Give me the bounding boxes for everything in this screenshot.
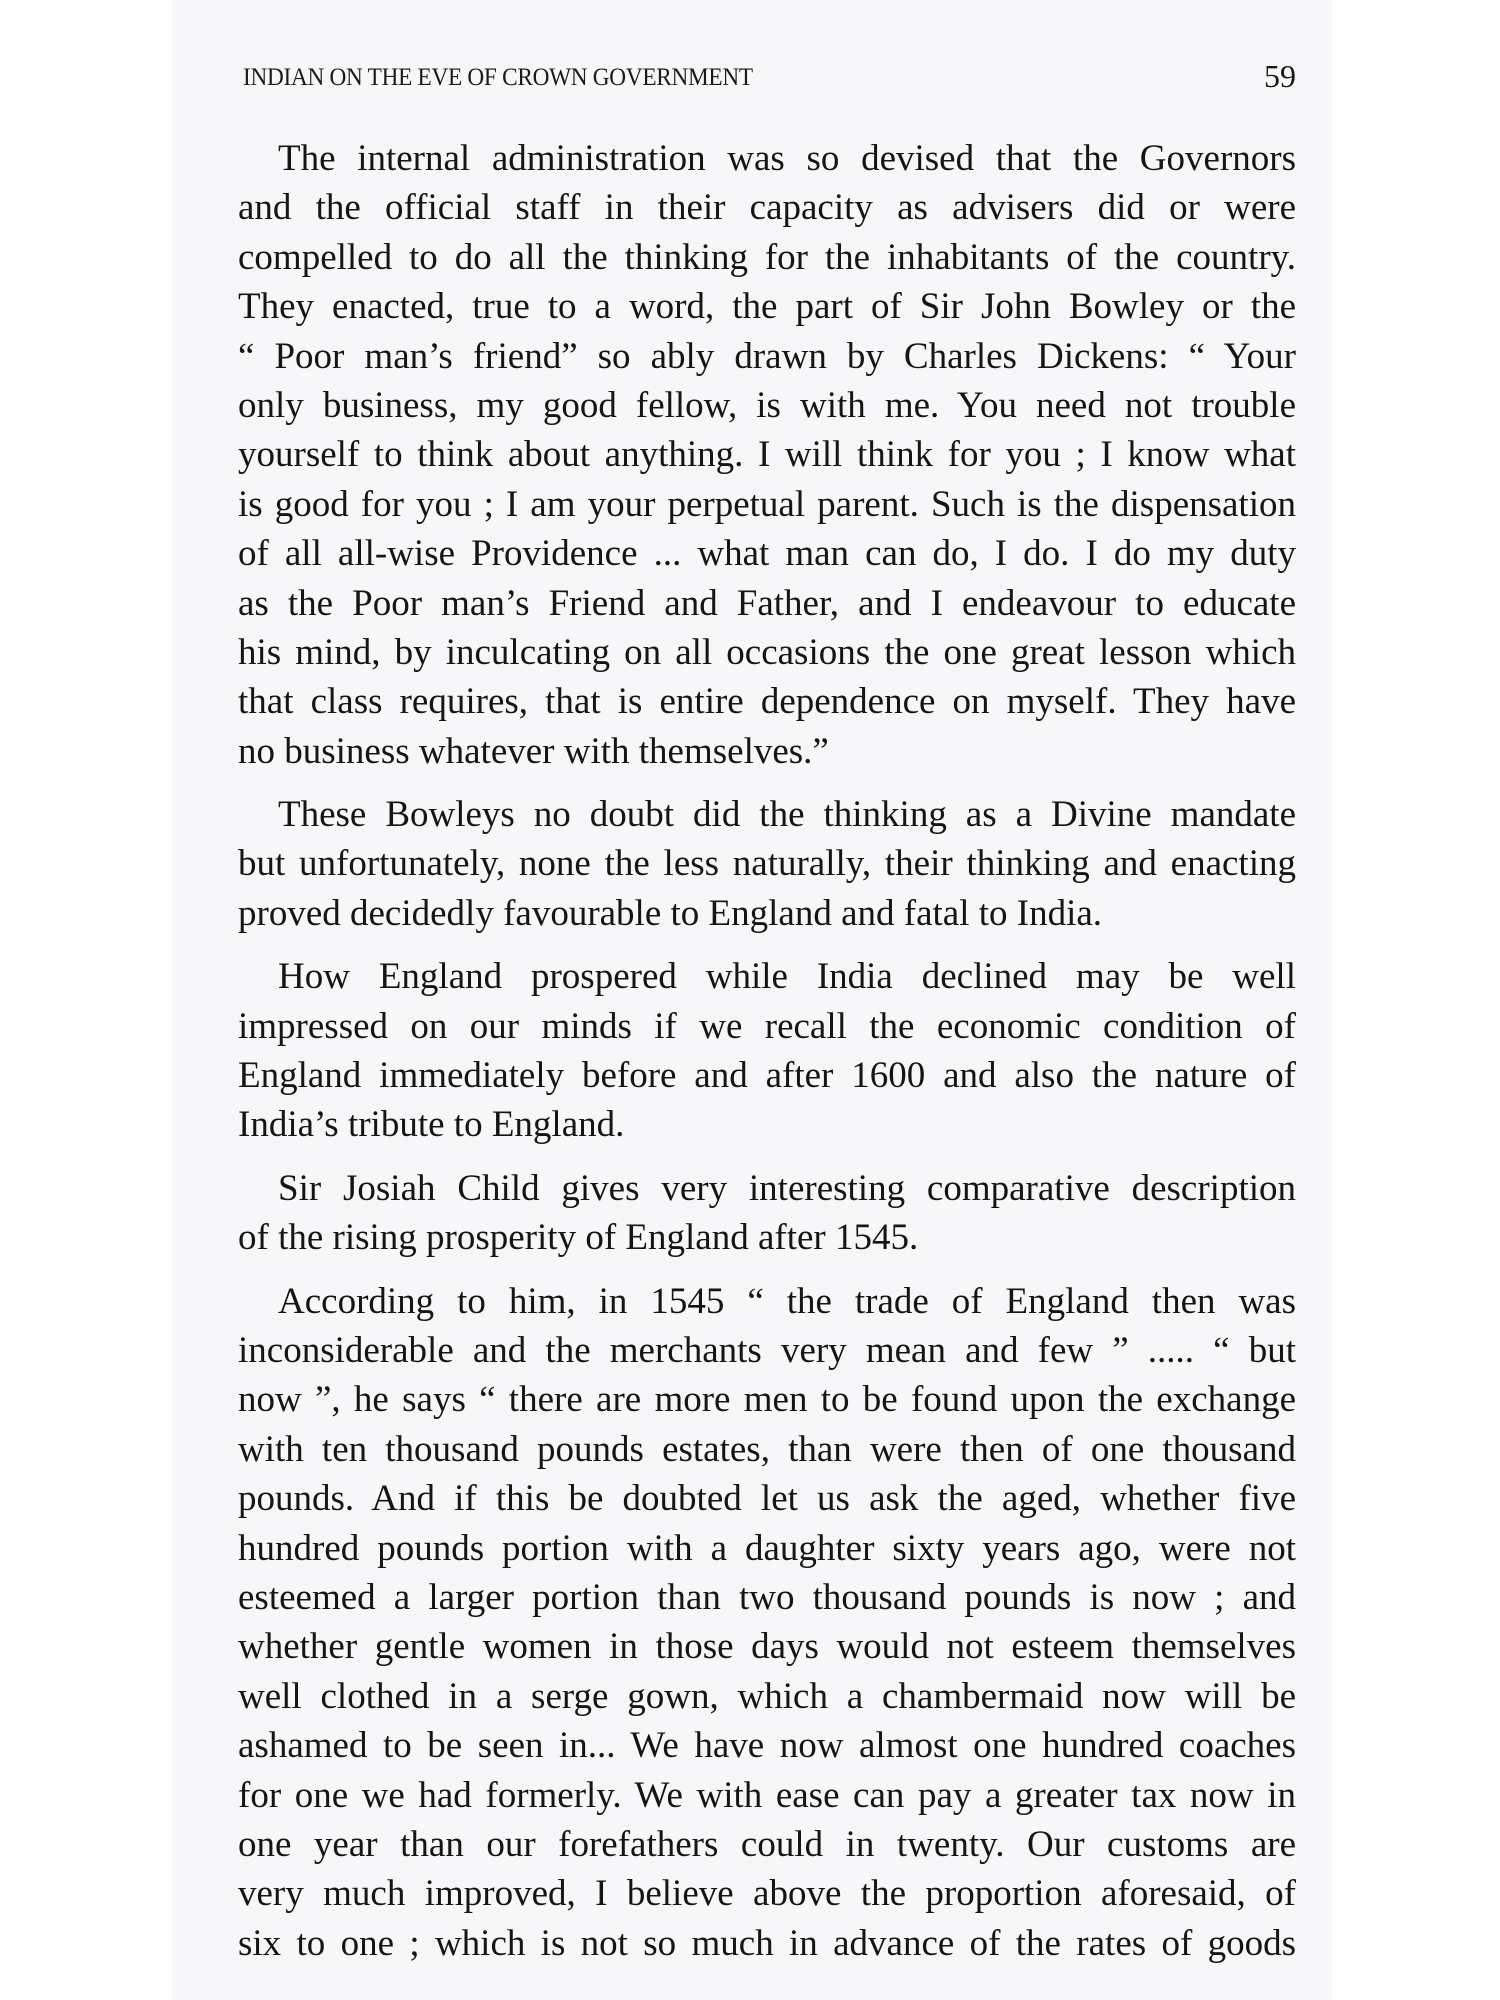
text-line: How England prospered while India declined may be well	[278, 956, 1296, 998]
paragraph	[238, 1277, 1296, 1968]
text-line: of the rising prosperity of England after 1545.	[238, 1217, 919, 1259]
text-line: is good for you ; I am your perpetual parent. Such is the dispensation	[238, 483, 1296, 525]
text-line: They enacted, true to a word, the part of Sir John Bowley or the	[238, 286, 1296, 328]
text-line: with ten thousand pounds estates, than were then of one thousand	[238, 1428, 1296, 1470]
text-line: six to one ; which is not so much in advance of the rates of goods	[238, 1922, 1296, 1964]
text-line: as the Poor man’s Friend and Father, and I endeavour to educate	[238, 582, 1296, 624]
text-line: The internal administration was so devised that the Governors	[278, 138, 1296, 179]
text-line: inconsiderable and the merchants very mean and few ” ..... “ but	[238, 1329, 1296, 1371]
text-line: Sir Josiah Child gives very interesting comparative description	[278, 1167, 1296, 1209]
text-line: “ Poor man’s friend” so ably drawn by Charles Dickens: “ Your	[238, 335, 1296, 377]
text-line: England immediately before and after 1600 and also the nature of	[238, 1055, 1296, 1097]
text-line: proved decidedly favourable to England and fatal to India.	[238, 892, 1103, 934]
text-line: esteemed a larger portion than two thousand pounds is now ; and	[238, 1576, 1296, 1618]
paragraph	[238, 790, 1296, 938]
paragraph-gap	[238, 1150, 1296, 1164]
text-line: one year than our forefathers could in twenty. Our customs are	[238, 1823, 1296, 1865]
page-header	[243, 58, 1296, 98]
text-line: his mind, by inculcating on all occasions the one great lesson which	[238, 631, 1296, 673]
paragraph-gap	[238, 1263, 1296, 1277]
text-line: well clothed in a serge gown, which a chambermaid now will be	[238, 1675, 1296, 1717]
text-line: These Bowleys no doubt did the thinking as a Divine mandate	[278, 794, 1296, 836]
paragraph-gap	[238, 776, 1296, 790]
text-line: impressed on our minds if we recall the economic condition of	[238, 1005, 1296, 1047]
running-title: INDIAN ON THE EVE OF CROWN GOVERNMENT	[243, 64, 753, 91]
text-line: ashamed to be seen in... We have now almost one hundred coaches	[238, 1725, 1296, 1767]
text-line: compelled to do all the thinking for the inhabitants of the country.	[238, 236, 1296, 278]
text-line: only business, my good fellow, is with me. You need not trouble	[238, 384, 1296, 426]
page-body	[238, 134, 1296, 1968]
text-line: yourself to think about anything. I will think for you ; I know what	[238, 434, 1296, 476]
text-line: According to him, in 1545 “ the trade of England then was	[278, 1280, 1296, 1322]
text-line: and the official staff in their capacity as advisers did or were	[238, 187, 1296, 229]
text-line: for one we had formerly. We with ease can pay a greater tax now in	[238, 1774, 1296, 1816]
text-line: India’s tribute to England.	[238, 1104, 625, 1146]
page-number: 59	[1264, 58, 1296, 94]
text-line: pounds. And if this be doubted let us ask the aged, whether five	[238, 1478, 1296, 1520]
paragraph	[238, 1164, 1296, 1263]
text-line: hundred pounds portion with a daughter sixty years ago, were not	[238, 1527, 1296, 1569]
text-line: very much improved, I believe above the proportion aforesaid, of	[238, 1873, 1296, 1915]
text-line: but unfortunately, none the less naturally, their thinking and enacting	[238, 843, 1296, 885]
paragraph	[238, 952, 1296, 1150]
paragraph-gap	[238, 938, 1296, 952]
text-line: of all all-wise Providence ... what man can do, I do. I do my duty	[238, 533, 1296, 575]
paragraph	[238, 134, 1296, 776]
text-line: that class requires, that is entire dependence on myself. They have	[238, 681, 1296, 723]
text-line: no business whatever with themselves.”	[238, 730, 829, 772]
text-line: whether gentle women in those days would not esteem themselves	[238, 1626, 1296, 1668]
text-line: now ”, he says “ there are more men to be found upon the exchange	[238, 1379, 1296, 1421]
